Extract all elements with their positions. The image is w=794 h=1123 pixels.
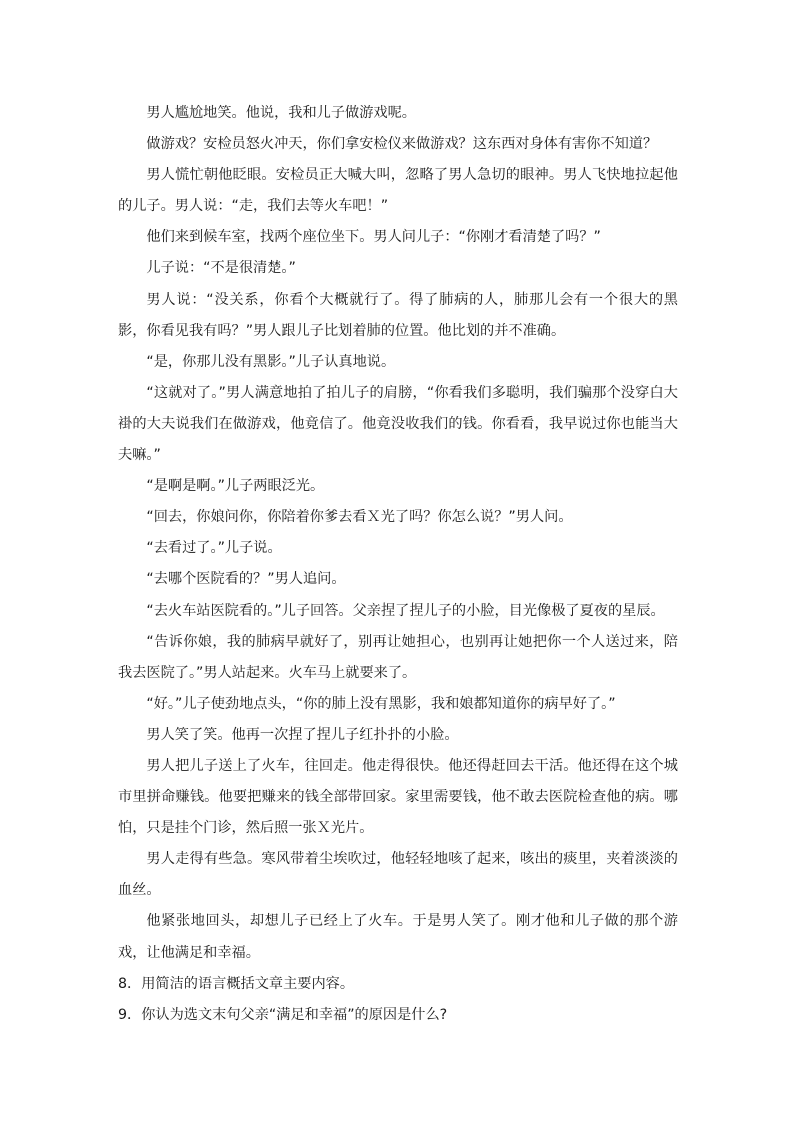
paragraph: 男人慌忙朝他眨眼。安检员正大喊大叫，忽略了男人急切的眼神。男人飞快地拉起他的儿子。男人说：“走，我们去等火车吧！” — [118, 167, 678, 215]
paragraph: 他们来到候车室，找两个座位坐下。男人问儿子：“你刚才看清楚了吗？” — [146, 229, 601, 246]
paragraph: “这就对了。”男人满意地拍了拍儿子的肩膀，“你看我们多聪明，我们骗那个没穿白大褂的大夫说我们在做游戏，他竟信了。他竟没收我们的钱。你看看，我早说过你也能当大夫嘛。” — [118, 384, 678, 464]
paragraph: “回去，你娘问你，你陪着你爹去看Ｘ光了吗？你怎么说？”男人问。 — [146, 509, 573, 526]
paragraph: “告诉你娘，我的肺病早就好了，别再让她担心，也别再让她把你一个人送过来，陪我去医院了。”男人站起来。火车马上就要来了。 — [118, 633, 678, 681]
paragraph: 儿子说：“不是很清楚。” — [146, 260, 296, 277]
paragraph: “好。”儿子使劲地点头，“你的肺上没有黑影，我和娘都知道你的病早好了。” — [146, 695, 616, 712]
paragraph: “去火车站医院看的。”儿子回答。父亲捏了捏儿子的小脸，目光像极了夏夜的星辰。 — [146, 602, 665, 619]
paragraph: 男人说：“没关系，你看个大概就行了。得了肺病的人，肺那儿会有一个很大的黑影，你看见我有吗？”男人跟儿子比划着肺的位置。他比划的并不准确。 — [118, 291, 678, 339]
paragraph: “去哪个医院看的？”男人追问。 — [146, 571, 346, 588]
paragraph: 男人走得有些急。寒风带着尘埃吹过，他轻轻地咳了起来，咳出的痰里，夹着淡淡的血丝。 — [118, 851, 678, 899]
question-item: 9．你认为选文末句父亲“满足和幸福”的原因是什么? — [118, 1006, 448, 1023]
paragraph: 他紧张地回头，却想儿子已经上了火车。于是男人笑了。刚才他和儿子做的那个游戏，让他满足和幸福。 — [118, 913, 678, 961]
question-item: 8．用简洁的语言概括文章主要内容。 — [118, 975, 355, 992]
paragraph: 男人笑了笑。他再一次捏了捏儿子红扑扑的小脸。 — [146, 726, 459, 743]
paragraph: “去看过了。”儿子说。 — [146, 540, 282, 557]
paragraph: “是，你那儿没有黑影。”儿子认真地说。 — [146, 353, 396, 370]
article-body — [118, 98, 678, 1031]
paragraph: 男人尴尬地笑。他说，我和儿子做游戏呢。 — [146, 105, 416, 121]
paragraph: 做游戏？安检员怒火冲天，你们拿安检仪来做游戏？这东西对身体有害你不知道？ — [146, 136, 658, 153]
paragraph: “是啊是啊。”儿子两眼泛光。 — [146, 478, 325, 495]
paragraph: 男人把儿子送上了火车，往回走。他走得很快。他还得赶回去干活。他还得在这个城市里拼命赚钱。他要把赚来的钱全部带回家。家里需要钱，他不敢去医院检查他的病。哪怕，只是挂个门诊，然后照一张Ｘ光片。 — [118, 757, 678, 837]
